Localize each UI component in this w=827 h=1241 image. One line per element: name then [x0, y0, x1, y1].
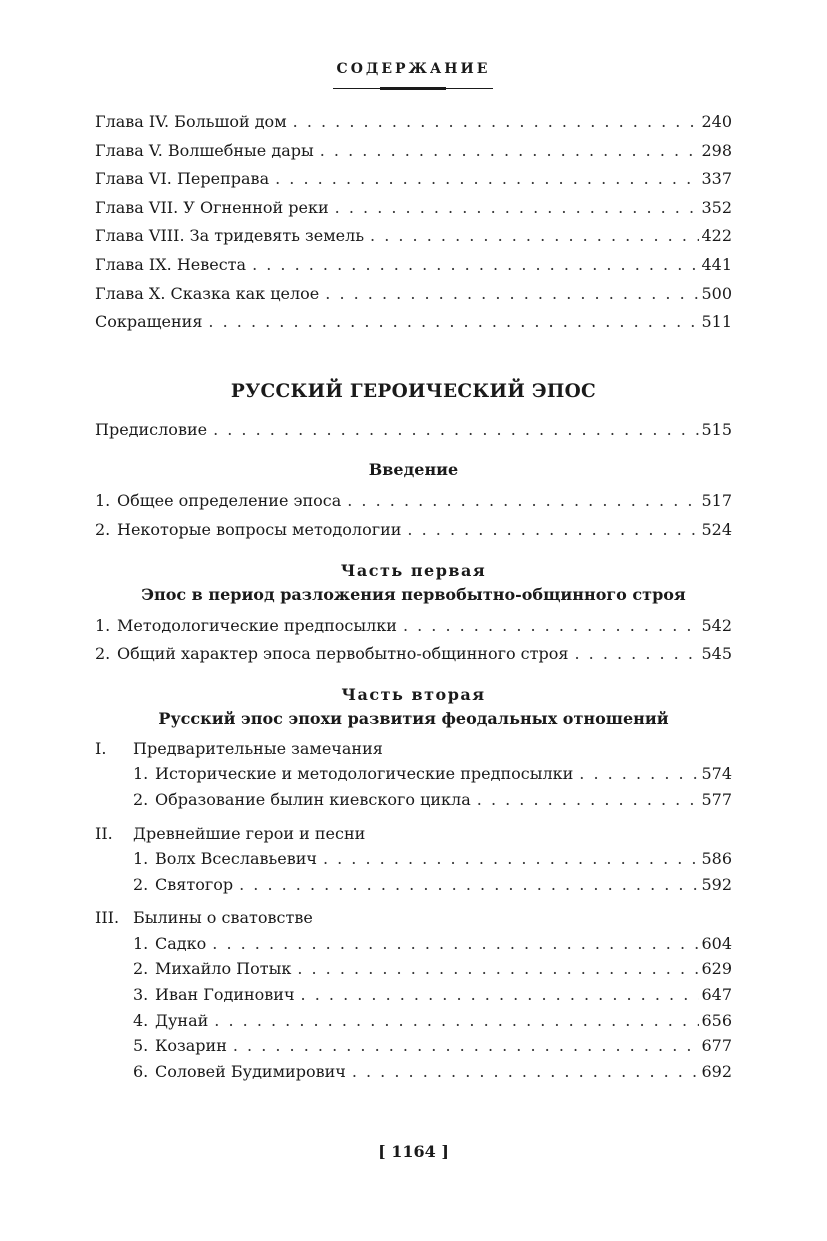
section-title: I. Предварительные замечания [95, 738, 383, 758]
page-number: 500 [701, 283, 732, 303]
page-number: 656 [701, 1010, 732, 1030]
toc-entry: 2. Образование былин киевского цикла . . . 577 [95, 787, 732, 813]
part-one-label: Часть первая [340, 560, 487, 580]
page-number: 511 [701, 312, 732, 332]
table-of-contents [95, 108, 732, 1084]
section-title: III. Былины о сватовстве [95, 908, 313, 928]
page-number: 647 [701, 985, 732, 1005]
page-number: 692 [701, 1061, 732, 1081]
page-number: 577 [701, 789, 732, 809]
page-number: 240 [701, 112, 732, 131]
running-head: СОДЕРЖАНИЕ [336, 61, 491, 77]
folio: [ 1164 ] [378, 1142, 449, 1161]
part-two-title: Русский эпос эпохи развития феодальных отношений [158, 708, 669, 728]
part-two-section-2 [95, 821, 732, 898]
toc-entry: Глава VII. У Огненной реки . . . 352 [95, 194, 732, 223]
toc-entry: 1. Исторические и методологические предпосылки . . . 574 [95, 761, 732, 787]
toc-entry: Глава IX. Невеста . . . 441 [95, 251, 732, 280]
toc-entry: 2. Михайло Потык . . . 629 [95, 956, 732, 982]
toc-entry: Глава VI. Переправа . . . 337 [95, 165, 732, 194]
page-number: 586 [701, 849, 732, 869]
toc-entry: 5. Козарин . . . 677 [95, 1033, 732, 1059]
toc-entry: 1. Садко . . . 604 [95, 931, 732, 957]
part-two-section-1 [95, 736, 732, 813]
toc-entry: 3. Иван Годинович . . . 647 [95, 982, 732, 1008]
page-number: 517 [701, 491, 732, 511]
page-number: 604 [701, 933, 732, 953]
part-two-label: Часть вторая [341, 684, 486, 704]
page-number: 542 [701, 615, 732, 635]
toc-entry: 2. Общий характер эпоса первобытно-общинного строя . . . 545 [95, 640, 732, 669]
page-number: 592 [701, 874, 732, 894]
page-number: 545 [701, 644, 732, 664]
toc-entry: 2. Некоторые вопросы методологии . . . 524 [95, 516, 732, 545]
toc-entry: Глава V. Волшебные дары . . . 298 [95, 137, 732, 166]
page-number: 298 [701, 140, 732, 160]
toc-entry: 1. Методологические предпосылки . . . 542 [95, 612, 732, 641]
toc-entry: Глава X. Сказка как целое . . . 500 [95, 280, 732, 309]
introduction-heading: Введение [368, 460, 459, 480]
page-number: 352 [701, 197, 732, 217]
toc-entry: Глава IV. Большой дом . . . 240 [95, 108, 732, 137]
part-one-title: Эпос в период разложения первобытно-общинного строя [141, 584, 686, 604]
toc-entry: 4. Дунай . . . 656 [95, 1008, 732, 1034]
page-number: 524 [701, 519, 732, 539]
toc-entry: Сокращения . . . 511 [95, 308, 732, 337]
book-title: РУССКИЙ ГЕРОИЧЕСКИЙ ЭПОС [230, 380, 597, 402]
toc-entry-preface: Предисловие . . . 515 [95, 416, 732, 445]
toc-entry: 6. Соловей Будимирович . . . 692 [95, 1059, 732, 1085]
page-number: 574 [701, 764, 732, 784]
page-number: 337 [701, 169, 732, 189]
page-number: 677 [701, 1036, 732, 1056]
section-title: II. Древнейшие герои и песни [95, 823, 366, 843]
page-number: 515 [701, 419, 732, 439]
page-number: 441 [701, 254, 732, 274]
toc-entry: 1. Волх Всеславьевич . . . 586 [95, 846, 732, 872]
part-two-section-3 [95, 905, 732, 1084]
page-number: 629 [701, 959, 732, 979]
toc-entry: 1. Общее определение эпоса . . . 517 [95, 487, 732, 516]
toc-entry: 2. Святогор . . . 592 [95, 872, 732, 898]
page-number: 422 [701, 226, 732, 246]
toc-entry: Глава VIII. За тридевять земель . . . 422 [95, 222, 732, 251]
head-rule-accent [380, 87, 446, 90]
